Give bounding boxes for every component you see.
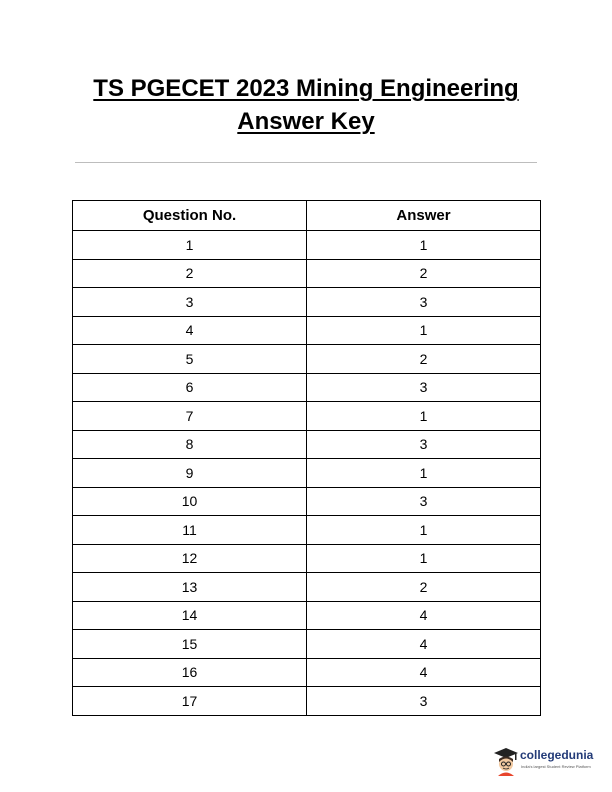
cell-answer: 2: [307, 345, 541, 374]
cell-answer: 1: [307, 516, 541, 545]
title-line-2: Answer Key: [237, 108, 375, 135]
title-line-1: TS PGECET 2023 Mining Engineering: [93, 75, 519, 102]
cell-question-number: 14: [73, 601, 307, 630]
graduate-avatar-icon: [493, 746, 519, 776]
cell-answer: 3: [307, 487, 541, 516]
column-header-question: Question No.: [73, 201, 307, 231]
table-row: [73, 373, 541, 402]
cell-question-number: 5: [73, 345, 307, 374]
table-row: [73, 658, 541, 687]
cell-answer: 1: [307, 544, 541, 573]
cell-question-number: 8: [73, 430, 307, 459]
column-header-answer: Answer: [307, 201, 541, 231]
cell-question-number: 2: [73, 259, 307, 288]
brand-tagline: India's largest Student Review Platform: [521, 764, 591, 769]
table-row: [73, 459, 541, 488]
cell-question-number: 1: [73, 231, 307, 260]
table-row: [73, 573, 541, 602]
cell-question-number: 16: [73, 658, 307, 687]
cell-answer: 3: [307, 373, 541, 402]
cell-answer: 2: [307, 573, 541, 602]
cell-question-number: 12: [73, 544, 307, 573]
table-row: [73, 402, 541, 431]
cell-question-number: 13: [73, 573, 307, 602]
cell-answer: 4: [307, 630, 541, 659]
cell-answer: 4: [307, 658, 541, 687]
cell-question-number: 17: [73, 687, 307, 716]
cell-question-number: 4: [73, 316, 307, 345]
cell-question-number: 7: [73, 402, 307, 431]
cell-answer: 1: [307, 402, 541, 431]
collegedunia-logo: [493, 744, 603, 778]
document-title: [0, 72, 612, 138]
table-header-row: [73, 201, 541, 231]
table-row: [73, 316, 541, 345]
cell-answer: 1: [307, 316, 541, 345]
cell-answer: 4: [307, 601, 541, 630]
horizontal-divider: [75, 162, 537, 163]
cell-answer: 3: [307, 288, 541, 317]
cell-answer: 3: [307, 687, 541, 716]
cell-question-number: 10: [73, 487, 307, 516]
cell-answer: 2: [307, 259, 541, 288]
cell-answer: 1: [307, 459, 541, 488]
cell-question-number: 11: [73, 516, 307, 545]
answer-key-table: [72, 200, 541, 716]
cell-answer: 1: [307, 231, 541, 260]
table-row: [73, 687, 541, 716]
table-row: [73, 288, 541, 317]
table-row: [73, 601, 541, 630]
cell-answer: 3: [307, 430, 541, 459]
table-row: [73, 345, 541, 374]
brand-name: collegedunia: [520, 748, 594, 762]
table-row: [73, 630, 541, 659]
cell-question-number: 3: [73, 288, 307, 317]
table-body: [73, 231, 541, 716]
cell-question-number: 15: [73, 630, 307, 659]
table-row: [73, 544, 541, 573]
cell-question-number: 9: [73, 459, 307, 488]
table-row: [73, 487, 541, 516]
cell-question-number: 6: [73, 373, 307, 402]
table-row: [73, 231, 541, 260]
table-row: [73, 516, 541, 545]
table-row: [73, 430, 541, 459]
table-row: [73, 259, 541, 288]
